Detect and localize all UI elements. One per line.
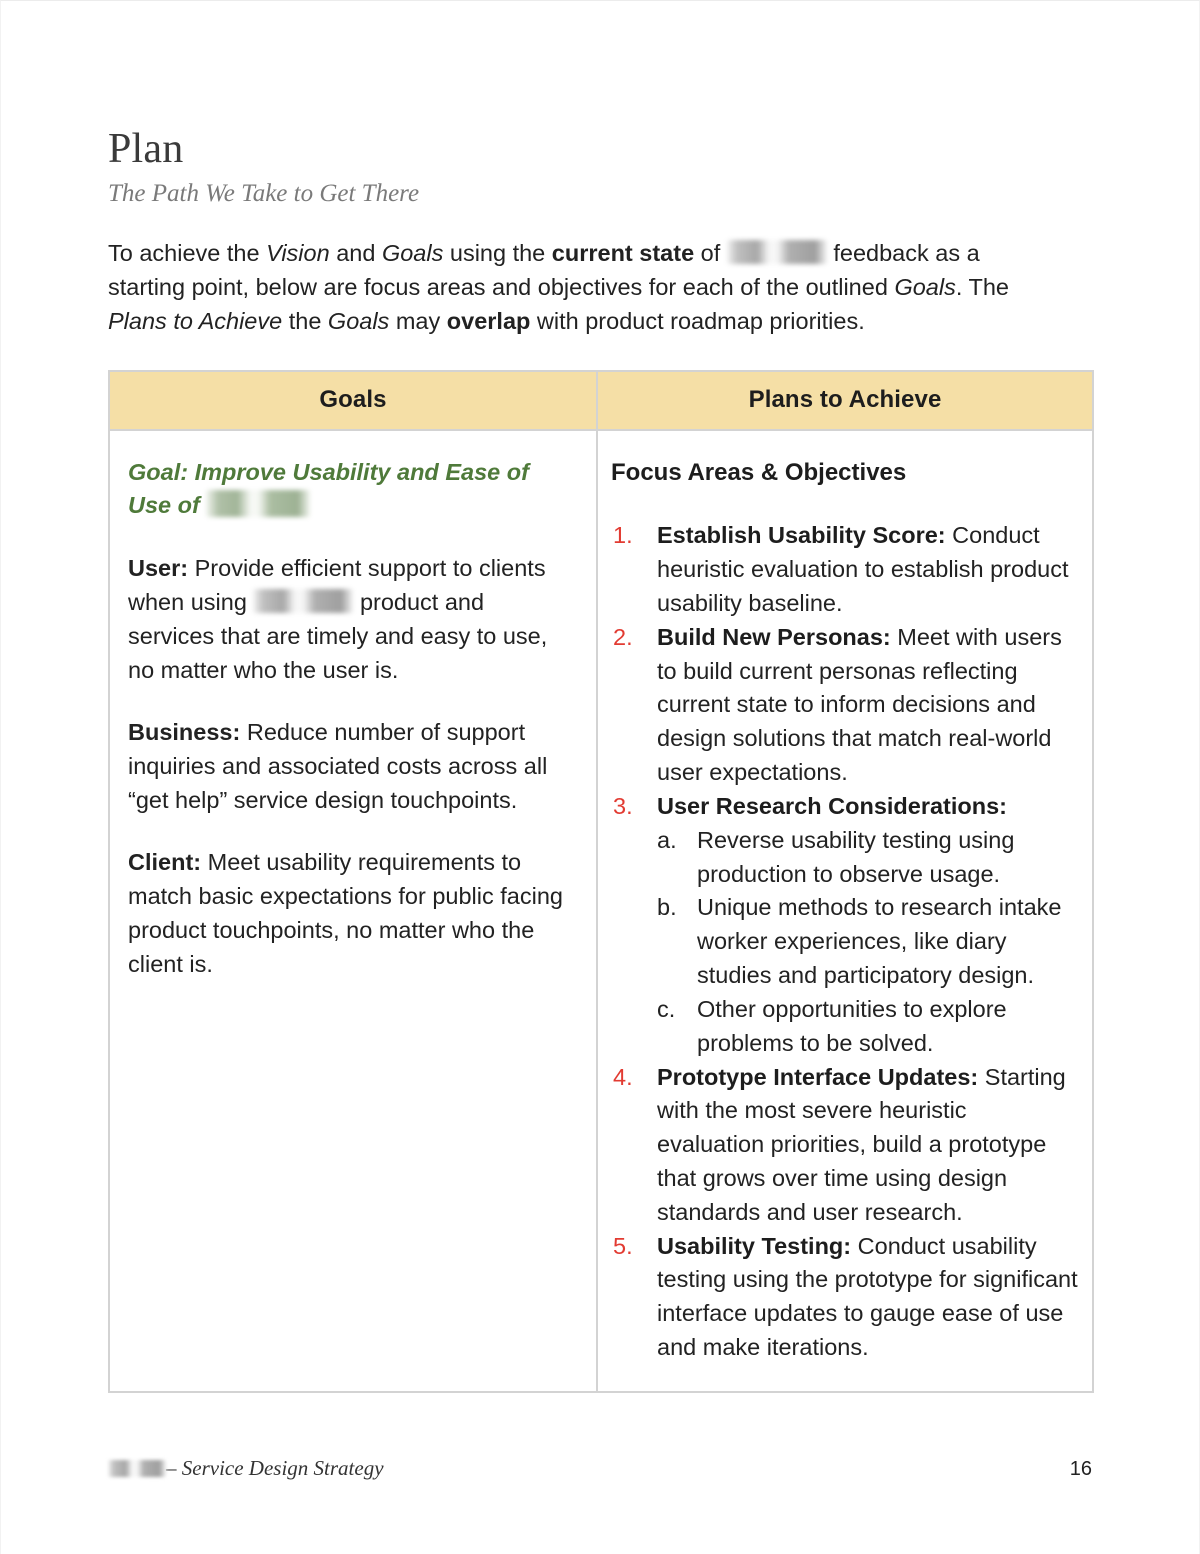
intro-emphasis-vision: Vision [266, 239, 330, 266]
page-number: 16 [1069, 1458, 1092, 1480]
plan-subitem-a-text: Reverse usability testing using production to observe usage. [697, 826, 1015, 887]
intro-text-4: of [694, 239, 727, 266]
plan-item-4-text: Starting with the most severe heuristic evaluation priorities, build a prototype that grows over time using design standards and user research. [657, 1063, 1066, 1225]
plan-table [108, 370, 1094, 1393]
intro-emphasis-goals-1: Goals [381, 239, 444, 266]
goal-heading-text: Goal: Improve Usability and Ease of Use of [128, 458, 529, 519]
intro-emphasis-plans-to-achieve: Plans to Achieve [108, 307, 283, 334]
goal-user-text-after: product and services that are timely and easy to use, no matter who the user is. [128, 588, 548, 683]
goal-label-client: Client: [128, 849, 202, 876]
intro-text-8: may [389, 307, 447, 334]
plans-list [611, 519, 1078, 1365]
plan-subitem-c-text: Other opportunities to explore problems to be solved. [697, 995, 1007, 1056]
table-header-row [109, 371, 1093, 430]
table-row [109, 430, 1093, 1392]
goal-paragraph-user [128, 551, 574, 687]
table-header-plans: Plans to Achieve [597, 371, 1093, 430]
plan-item-5-text: Conduct usability testing using the prototype for significant interface updates to gauge ease of use and make iterations. [657, 1232, 1078, 1361]
plan-item-1-text: Conduct heuristic evaluation to establish product usability baseline. [657, 522, 1069, 616]
plan-subitem-b-marker: b. [657, 894, 677, 921]
page-subtitle: The Path We Take to Get There [108, 179, 420, 207]
plan-item-2 [611, 621, 1078, 790]
goal-business-text: Reduce number of support inquiries and associated costs across all “get help” service design touchpoints. [128, 718, 548, 814]
plan-item-5-marker: 5. [613, 1232, 633, 1259]
goal-label-user: User: [128, 554, 189, 581]
intro-emphasis-goals-2: Goals [894, 273, 956, 300]
intro-strong-current-state: current state [551, 239, 695, 266]
plan-item-2-text: Meet with users to build current personas reflecting current state to inform decisions and design solutions that match real-world user expectations. [657, 623, 1062, 786]
intro-text-2: and [329, 239, 382, 266]
table-header-goals: Goals [109, 371, 597, 430]
plan-item-3-sublist [657, 824, 1078, 1061]
intro-text-5: feedback as a starting point, below are focus areas and objectives for each of the outlined [108, 239, 980, 300]
intro-paragraph [108, 236, 1060, 338]
plan-item-1 [611, 519, 1078, 620]
goal-heading [128, 456, 574, 523]
page-content [108, 127, 1092, 1393]
plan-item-4-marker: 4. [613, 1063, 633, 1090]
intro-text-6: . The [955, 273, 1009, 300]
plan-item-5-title: Usability Testing: [657, 1232, 852, 1259]
plan-item-2-marker: 2. [613, 623, 633, 650]
plan-item-4-title: Prototype Interface Updates: [657, 1063, 979, 1090]
plan-item-2-title: Build New Personas: [657, 623, 891, 650]
plan-subitem-a [657, 824, 1078, 892]
plan-subitem-b-text: Unique methods to research intake worker experiences, like diary studies and participatory design. [697, 894, 1062, 989]
plan-item-1-title: Establish Usability Score: [657, 522, 946, 549]
goal-paragraph-business [128, 715, 574, 817]
intro-text-7: the [282, 307, 328, 334]
intro-strong-overlap: overlap [446, 307, 531, 334]
page-title: Plan [108, 126, 184, 172]
plan-item-3 [611, 790, 1078, 1061]
plan-item-3-marker: 3. [613, 792, 633, 819]
plans-cell [597, 430, 1093, 1392]
goals-cell [109, 430, 597, 1392]
intro-text-3: using the [443, 239, 552, 266]
plan-subitem-c [657, 993, 1078, 1061]
intro-text-9: with product roadmap priorities. [530, 307, 865, 334]
redacted-product-name-goal [206, 490, 310, 517]
redacted-organization-name-footer [108, 1460, 166, 1477]
plan-item-3-title: User Research Considerations: [657, 792, 1008, 819]
plan-item-5 [611, 1230, 1078, 1365]
plan-item-4 [611, 1061, 1078, 1230]
plan-subitem-b [657, 891, 1078, 992]
footer-caption-text: – Service Design Strategy [166, 1456, 384, 1480]
redacted-product-name-user [253, 589, 353, 613]
intro-text-1: To achieve the [108, 239, 267, 266]
footer-caption [108, 1456, 384, 1481]
plan-subitem-c-marker: c. [657, 995, 676, 1022]
goal-label-business: Business: [128, 718, 241, 745]
redacted-organization-name [727, 240, 827, 264]
plan-subitem-a-marker: a. [657, 826, 677, 853]
goal-user-text-before: Provide efficient support to clients when using [128, 554, 546, 615]
focus-areas-heading: Focus Areas & Objectives [611, 458, 907, 486]
plan-item-1-marker: 1. [613, 522, 633, 549]
intro-emphasis-goals-3: Goals [327, 307, 390, 334]
goal-client-text: Meet usability requirements to match basic expectations for public facing product touchpoints, no matter who the client is. [128, 849, 563, 978]
page-footer [108, 1456, 1092, 1481]
goal-paragraph-client [128, 845, 574, 981]
